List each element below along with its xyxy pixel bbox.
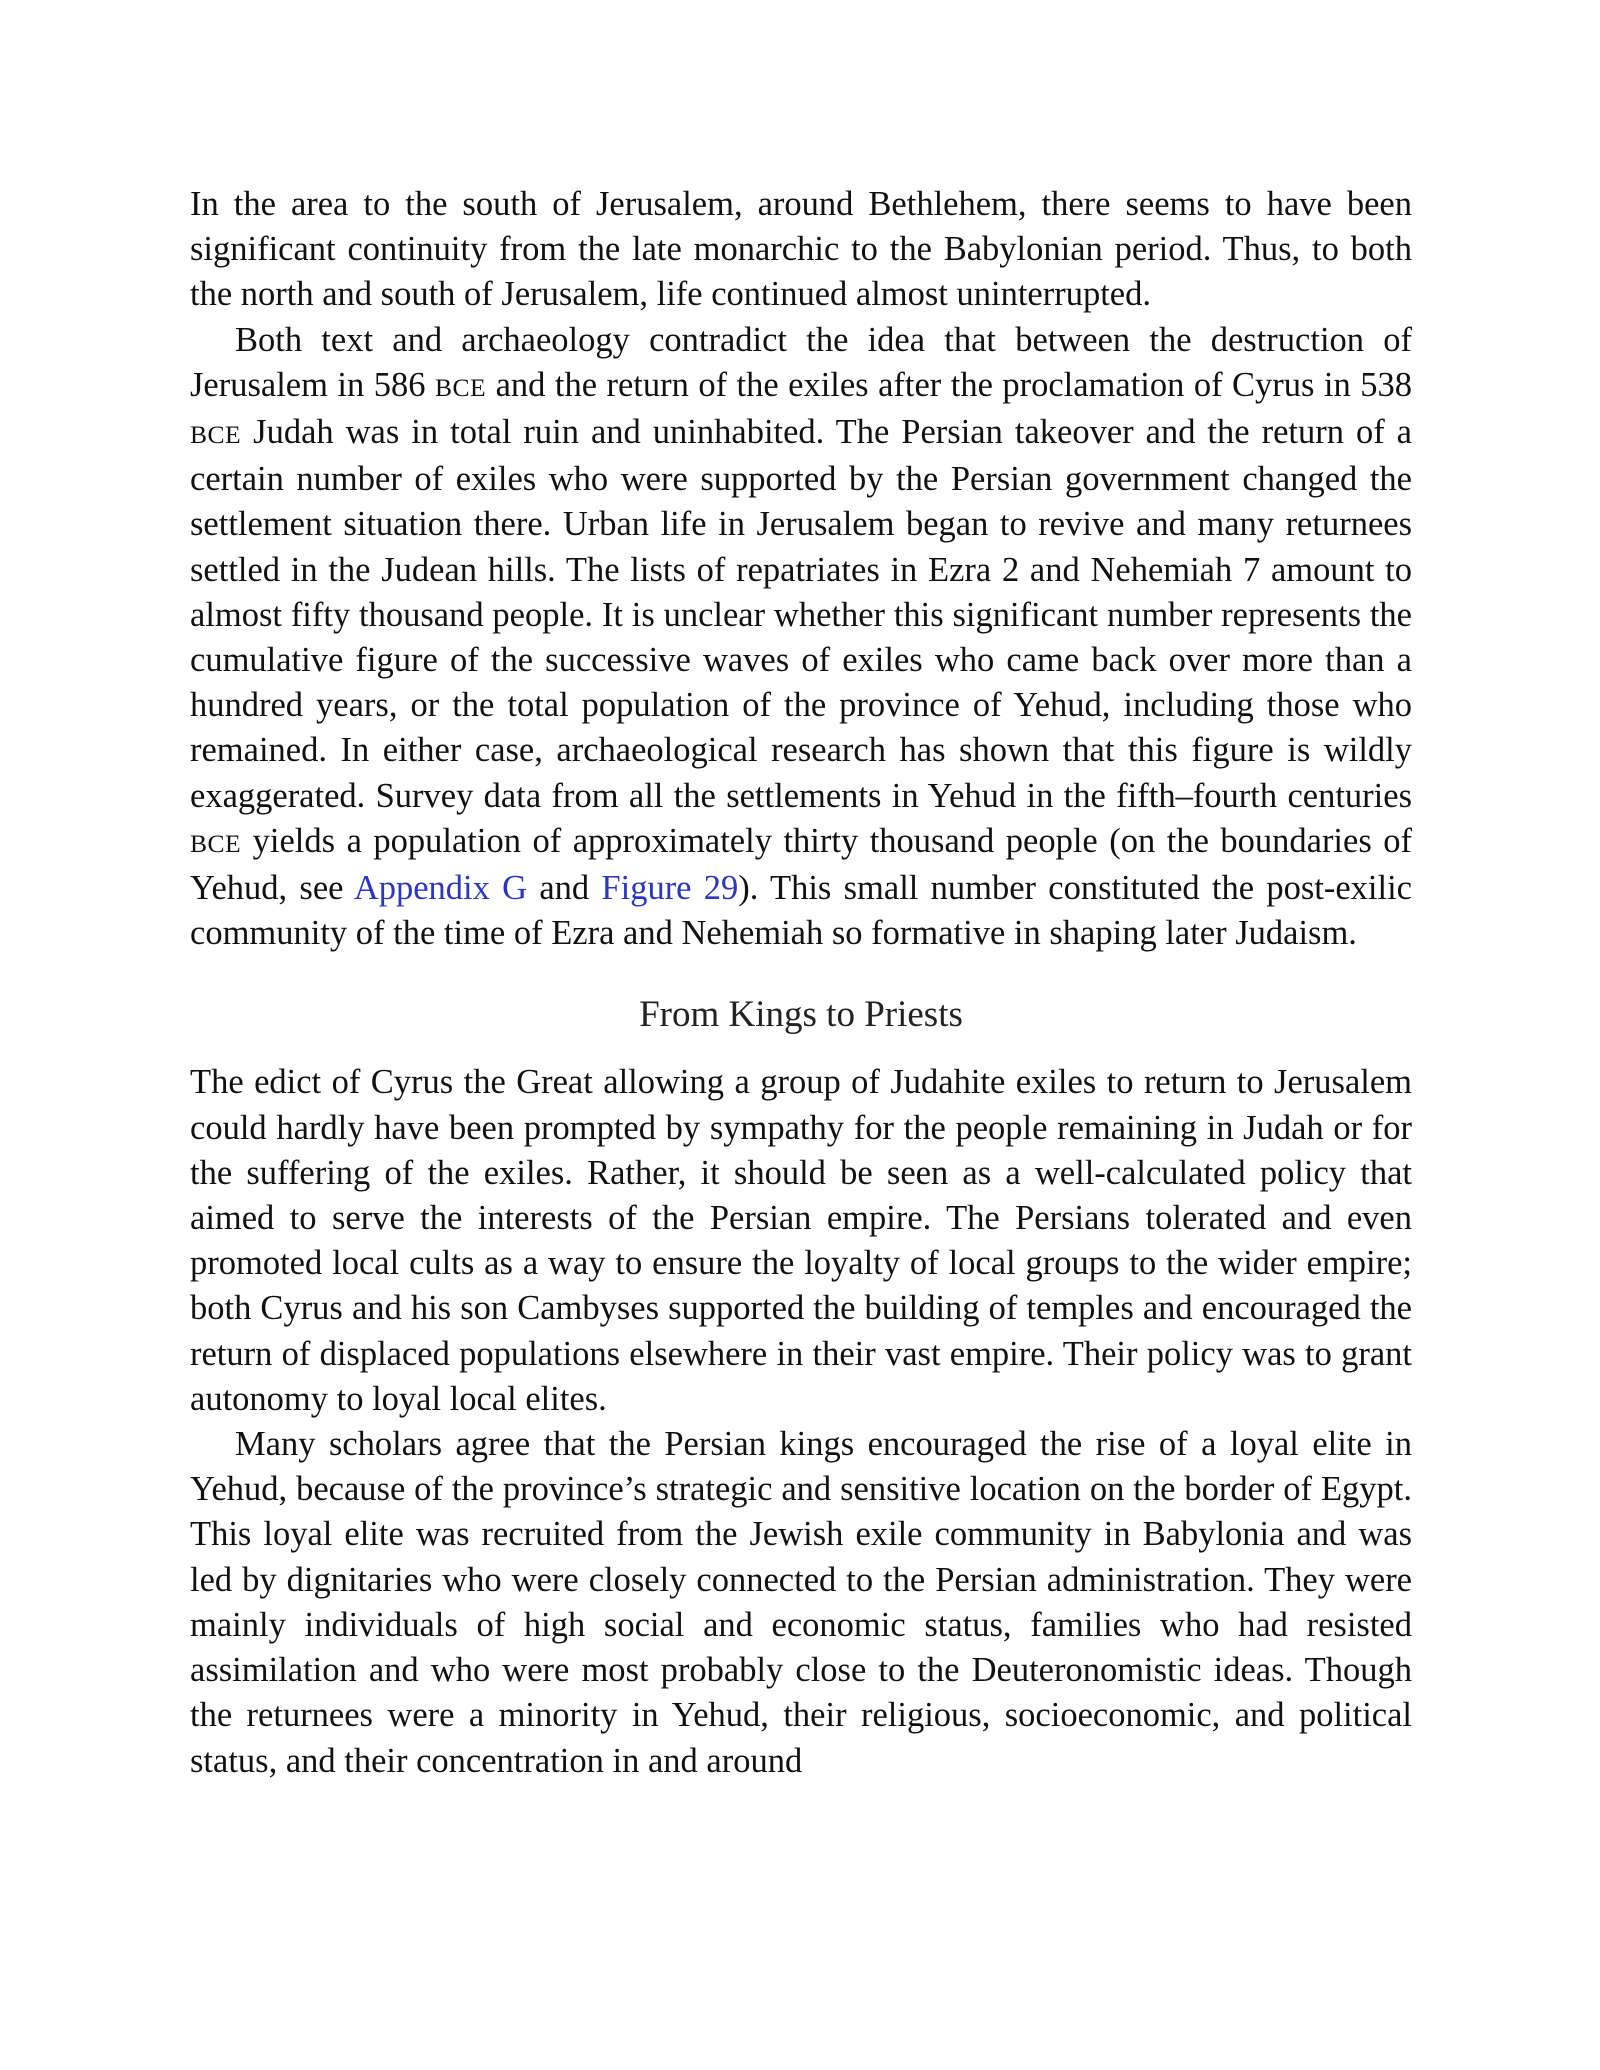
paragraph-text-and-archaeology: [190, 318, 1412, 957]
paragraph-bethlehem: [190, 182, 1412, 318]
page-body: [190, 182, 1412, 1784]
era-abbreviation: BCE: [434, 372, 487, 402]
paragraph-text: and: [527, 869, 602, 908]
paragraph-text: yields a population of approximately thirty thousand people (on the boundaries of Yehud, see: [190, 821, 1412, 908]
paragraph-text: ). This small number constituted the post-exilic community of the time of Ezra and Nehemiah so formative in shaping later Judaism.: [190, 869, 1412, 953]
paragraph-text: In the area to the south of Jerusalem, around Bethlehem, there seems to have been significant continuity from the late monarchic to the Babylonian period. Thus, to both the north and south of Jerusalem, life continued almost uninterrupted.: [190, 185, 1412, 314]
paragraph-text: and the return of the exiles after the proclamation of Cyrus in 538: [486, 365, 1412, 404]
paragraph-edict-of-cyrus: The edict of Cyrus the Great allowing a group of Judahite exiles to return to Jerusalem could hardly have been prompted by sympathy for the people remaining in Judah or for the suffering of the exiles. Rather, it should be seen as a well-calculated policy that aimed to serve the interests of the Persian empire. The Persians tolerated and even promoted local cults as a way to ensure the loyalty of local groups to the wider empire; both Cyrus and his son Cambyses supported the building of temples and encouraged the return of displaced populations elsewhere in their vast empire. Their policy was to grant autonomy to loyal local elites.: [190, 1063, 1412, 1418]
paragraph-text: Both text and archaeology contradict the idea that between the destruction of Jerusalem in 586: [190, 320, 1412, 404]
paragraph-loyal-elite: Many scholars agree that the Persian kings encouraged the rise of a loyal elite in Yehud, because of the province’s strategic and sensitive location on the border of Egypt. This loyal elite was recruited from the Jewish exile community in Babylonia and was led by dignitaries who were closely connected to the Persian administration. They were mainly individuals of high social and economic status, families who had resisted assimilation and who were most probably close to the Deuteronomistic ideas. Though the returnees were a minority in Yehud, their religious, socioeconomic, and political status, and their concentration in and around: [190, 1425, 1412, 1780]
paragraph-text: Judah was in total ruin and uninhabited. The Persian takeover and the return of a certain number of exiles who were supported by the Persian government changed the settlement situation there. Urban life in Jerusalem began to revive and many returnees settled in the Judean hills. The lists of repatriates in Ezra 2 and Nehemiah 7 amount to almost fifty thousand people. It is unclear whether this significant number represents the cumulative figure of the successive waves of exiles who came back over more than a hundred years, or the total population of the province of Yehud, including those who remained. In either case, archaeological research has shown that this figure is wildly exaggerated. Survey data from all the settlements in Yehud in the fifth–fourth centuries: [190, 413, 1412, 815]
era-abbreviation: BCE: [190, 420, 242, 450]
section-heading: From Kings to Priests: [639, 994, 963, 1036]
era-abbreviation: BCE: [190, 828, 242, 858]
figure-29-link[interactable]: Figure 29: [601, 869, 739, 908]
appendix-g-link[interactable]: Appendix G: [353, 869, 528, 908]
